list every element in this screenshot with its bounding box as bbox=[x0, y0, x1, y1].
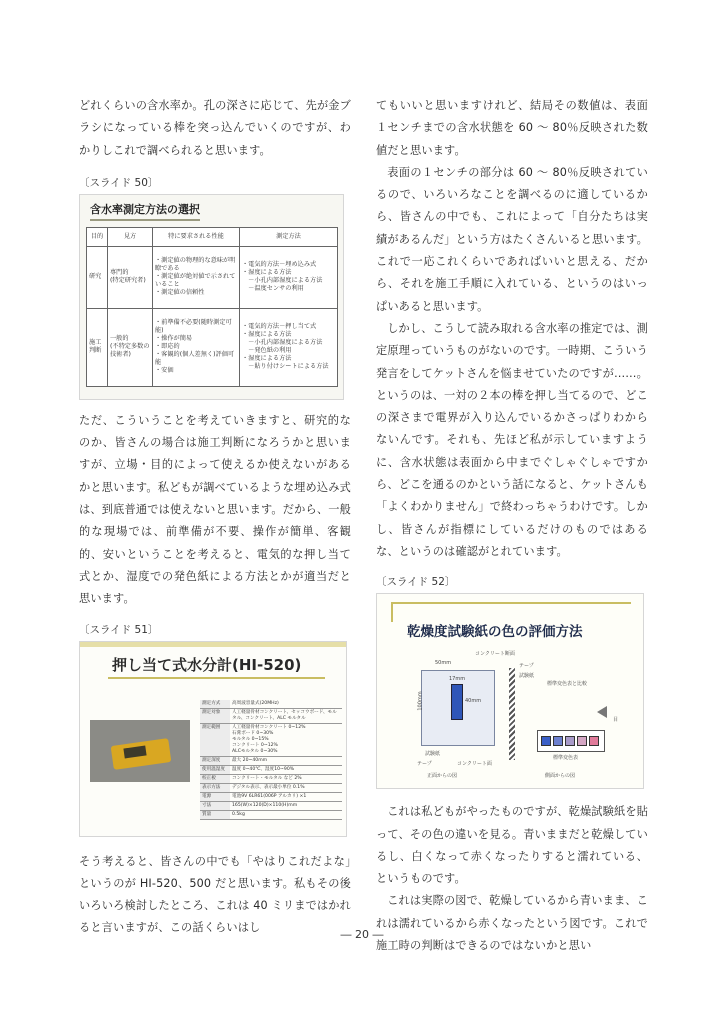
moisture-meter-photo bbox=[90, 720, 190, 782]
diagram-label: 50mm bbox=[435, 660, 452, 667]
spec-key: 測定対象 bbox=[200, 708, 230, 723]
diagram-label: 標準変色表 bbox=[553, 755, 579, 762]
table-cell: ・電気的方法－押し当て式 ・湿度による方法 －小孔内部湿度による方法 －発色紙の利用 ・湿度による方法 －貼り付けシートによる方法 bbox=[240, 308, 338, 386]
diagram-label: コンクリート面 bbox=[457, 761, 492, 768]
diagram-label: 標準変色表と比較 bbox=[547, 681, 588, 688]
table-cell: 施工 判断 bbox=[87, 308, 108, 386]
diagram-label: 目 bbox=[613, 717, 619, 724]
color-swatch bbox=[589, 736, 599, 746]
spec-value: 人工軽量骨材コンクリート 0~12% 石膏ボード 0~30% モルタル 0~15% コンクリート 0~12% ALCモルタル 0~30% bbox=[230, 723, 342, 756]
color-swatch bbox=[553, 736, 563, 746]
color-swatch bbox=[577, 736, 587, 746]
diagram-label: 40mm bbox=[465, 698, 482, 705]
table-cell: 専門的 (特定研究者) bbox=[108, 246, 153, 308]
slide-50-image bbox=[79, 194, 344, 400]
diagram-label: 側面からの図 bbox=[545, 773, 576, 780]
right-column bbox=[376, 95, 648, 957]
left-column bbox=[79, 95, 351, 940]
spec-value: 165(W)×120(D)×110(H)mm bbox=[230, 801, 342, 810]
diagram-label: 試験紙 bbox=[519, 673, 535, 680]
table-cell: 研究 bbox=[87, 246, 108, 308]
body-paragraph: そう考えると、皆さんの中でも「やはりこれだよな」というのが HI-520、500 だと思います。私もその後いろいろ検討したところ、これは 40 ミリまではかれると言いますが、この話くらいはし bbox=[79, 854, 351, 935]
page-number: ― 20 ― bbox=[340, 928, 384, 941]
body-paragraph: ただ、こういうことを考えていきますと、研究的なのか、皆さんの場合は施工判断になろうかと思いますが、立場・目的によって使えるか使えないがあるかと思います。私どもが調べているような埋め込み式は、到底普通では使えないと思います。だから、一般的な現場では、前準備が不要、操作が簡単、客観的、安いということを考えると、電気的な押し当て式とか、湿度での発色紙による方法とかが適当だと思います。 bbox=[79, 413, 351, 606]
slide-51-image bbox=[79, 641, 347, 837]
slide-accent-line bbox=[391, 602, 393, 622]
measurement-method-table bbox=[86, 227, 338, 387]
table-cell: 一般的 (不特定多数の技術者) bbox=[108, 308, 153, 386]
spec-value: 温度 0~40℃、湿度10~90% bbox=[230, 765, 342, 774]
slide-label: 〔スライド 51〕 bbox=[79, 623, 159, 636]
body-paragraph: しかし、こうして読み取れる含水率の推定では、測定原理っていうものがないのです。一時期、こういう発言をしてケットさんを悩ませていたのですが……。というのは、一対の２本の棒を押し当てるので、どこの深さまで電界が入り込んでいるかさっぱりわからないんです。それも、先ほど私が示していますように、含水状態は表面から中までぐしゃぐしゃですから、どこを通るのかという話になると、ケットさんも「よくわかりません」で終わっちゃうわけです。しかし、皆さんが指標にしているだけのものではあるな、というのは確認がとれています。 bbox=[376, 321, 648, 558]
spec-value: 人工軽量骨材コンクリート、セッコウボード、モルタル、コンクリート、ALC モルタル bbox=[230, 708, 342, 723]
diagram-label: コンクリート断面 bbox=[475, 651, 515, 658]
spec-key: 質量 bbox=[200, 810, 230, 819]
body-paragraph: どれくらいの含水率か。孔の深さに応じて、先が金ブラシになっている棒を突っ込んでいくのですが、わかりしこれで調べられると思います。 bbox=[79, 99, 351, 157]
color-swatch bbox=[541, 736, 551, 746]
concrete-wall-section bbox=[509, 668, 515, 760]
slide-title: 乾燥度試験紙の色の評価方法 bbox=[407, 624, 583, 641]
spec-key: 寸法 bbox=[200, 801, 230, 810]
diagram-label: 17mm bbox=[449, 676, 466, 683]
spec-key: 使用温湿度 bbox=[200, 765, 230, 774]
spec-key: 電源 bbox=[200, 792, 230, 801]
spec-value: デジタル表示、表示最小単位 0.1% bbox=[230, 783, 342, 792]
table-header: 見方 bbox=[108, 227, 153, 246]
spec-key: 表示方法 bbox=[200, 783, 230, 792]
slide-52-image bbox=[376, 593, 644, 789]
table-header: 目的 bbox=[87, 227, 108, 246]
spec-value: 高周波容量式(20MHz) bbox=[230, 700, 342, 709]
body-paragraph: てもいいと思いますけれど、結局その数値は、表面１センチまでの含水状態を 60 ～ 80％反映された数値だと思います。 bbox=[376, 99, 648, 157]
color-swatch bbox=[565, 736, 575, 746]
blue-test-strip bbox=[451, 684, 463, 720]
diagram-label: 試験紙 bbox=[425, 751, 441, 758]
table-cell: ・電気的方法－埋め込み式 ・湿度による方法 －小孔内部湿度による方法 －温度センサの利用 bbox=[240, 246, 338, 308]
spec-value: 電池9V 6LR61(006P アルカリ) ×1 bbox=[230, 792, 342, 801]
slide-label: 〔スライド 52〕 bbox=[376, 576, 456, 589]
slide-label: 〔スライド 50〕 bbox=[79, 176, 159, 189]
body-paragraph: これは実際の図で、乾燥しているから青いまま、これは濡れているから赤くなったという図です。これで施工時の判断はできるのではないかと思い bbox=[376, 894, 648, 953]
table-header: 特に要求される性能 bbox=[153, 227, 240, 246]
spec-table bbox=[200, 700, 342, 820]
body-paragraph: これは私どもがやったものですが、乾燥試験紙を貼って、その色の違いを見る。青いままだと乾燥しているし、白くなって赤くなったりすると濡れている、というものです。 bbox=[376, 805, 648, 886]
spec-value: 最大 20~40mm bbox=[230, 756, 342, 765]
diagram-label: 100mm bbox=[417, 691, 424, 711]
spec-value: コンクリート・モルタル など 2% bbox=[230, 774, 342, 783]
table-cell: ・前準備不必要(随時測定可能) ・操作が簡易 ・即応的 ・客観的(個人差無く)評価可能 ・安価 bbox=[153, 308, 240, 386]
spec-key: 測定深度 bbox=[200, 756, 230, 765]
spec-key: 校正板 bbox=[200, 774, 230, 783]
spec-key: 測定範囲 bbox=[200, 723, 230, 756]
diagram-label: 正面からの図 bbox=[427, 773, 458, 780]
table-cell: ・測定値の物理的な意味が明瞭である ・測定値が絶対値で示されていること ・測定値の信頼性 bbox=[153, 246, 240, 308]
spec-key: 測定方式 bbox=[200, 700, 230, 709]
eye-icon bbox=[597, 706, 607, 718]
body-paragraph: 表面の１センチの部分は 60 ～ 80％反映されているので、いろいろなことを調べるのに適しているから、皆さんの中でも、これによって「自分たちは実績があるんだ」という方はたくさんいると思います。これで一応これくらいであればいいと思える、だから、それを施工手順に入れている、というのはいっぱいあると思います。 bbox=[376, 165, 648, 313]
table-header: 測定方法 bbox=[240, 227, 338, 246]
slide-title: 押し当て式水分計(HI-520) bbox=[108, 652, 325, 679]
slide-title: 含水率測定方法の選択 bbox=[90, 201, 200, 221]
slide-accent-line bbox=[391, 602, 631, 604]
diagram-label: テープ bbox=[519, 663, 534, 670]
diagram-label: テープ bbox=[417, 761, 432, 768]
spec-value: 0.5kg bbox=[230, 810, 342, 819]
slide-accent-band bbox=[80, 642, 346, 647]
